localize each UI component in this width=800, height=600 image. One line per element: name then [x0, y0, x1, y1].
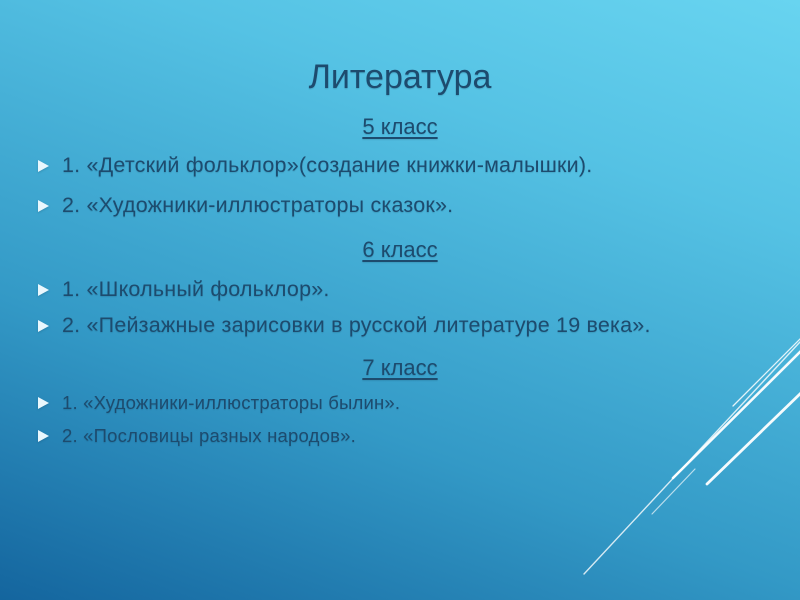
list-item-text: 1. «Детский фольклор»(создание книжки-малышки).: [62, 153, 593, 177]
grade-heading-5: 5 класс: [362, 114, 438, 139]
list-item: [38, 313, 784, 339]
triangle-right-icon: [38, 284, 49, 296]
list-item: [38, 425, 784, 447]
list-item-text: 1. «Художники-иллюстраторы былин».: [62, 392, 401, 413]
list-item-text: 2. «Пословицы разных народов».: [62, 425, 356, 446]
grade-heading-6: 6 класс: [362, 237, 438, 262]
triangle-right-icon: [38, 200, 49, 212]
triangle-right-icon: [38, 160, 49, 172]
list-item: [38, 277, 784, 303]
triangle-right-icon: [38, 430, 49, 442]
list-item: [38, 153, 784, 179]
list-item: [38, 193, 784, 219]
triangle-right-icon: [38, 320, 49, 332]
slide-title: Литература: [308, 58, 492, 96]
list-item-text: 2. «Художники-иллюстраторы сказок».: [62, 193, 454, 217]
list-item-text: 2. «Пейзажные зарисовки в русской литературе 19 века».: [62, 313, 651, 337]
list-item-text: 1. «Школьный фольклор».: [62, 277, 330, 301]
list-item: [38, 392, 784, 414]
triangle-right-icon: [38, 397, 49, 409]
grade-heading-7: 7 класс: [362, 355, 438, 380]
